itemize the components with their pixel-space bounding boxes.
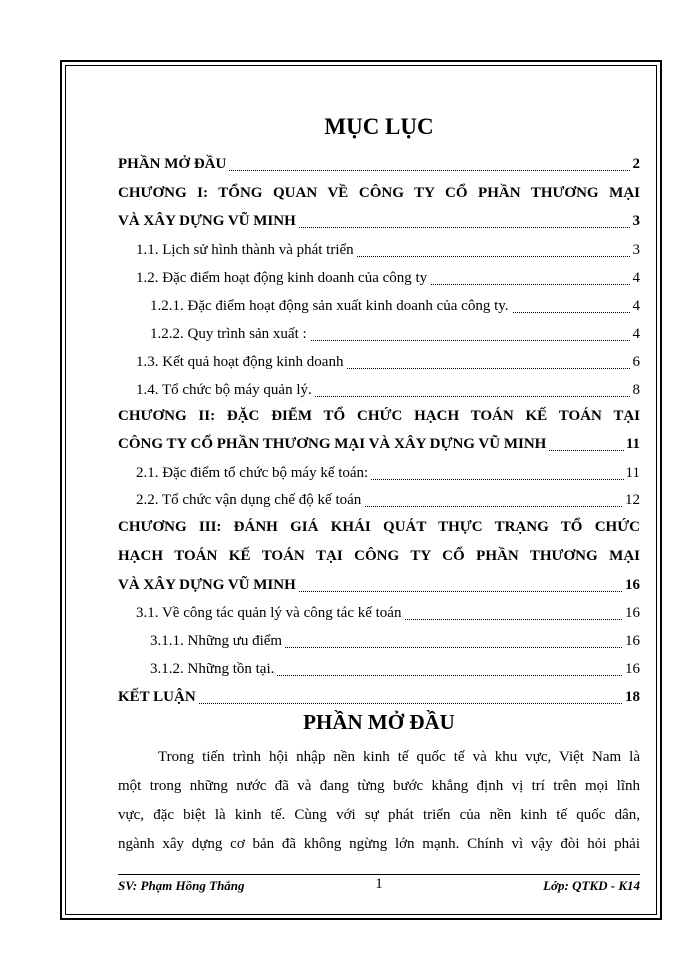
paragraph-line: ngành xây dựng cơ bản đã không ngừng lớn mạnh. Chính vì vậy đòi hỏi phải (118, 836, 640, 852)
toc-entry-page: 16 (625, 633, 640, 649)
toc-entry[interactable] (118, 326, 640, 352)
page-footer (118, 878, 640, 898)
paragraph-line: một trong những nước đã và đang từng bước khẳng định vị trí trên mọi lĩnh (118, 778, 640, 794)
toc-entry-page: 11 (625, 465, 640, 481)
toc-entry-page: 3 (632, 213, 640, 229)
toc-entry-page: 8 (632, 382, 640, 398)
section-heading: PHẦN MỞ ĐẦU (303, 710, 455, 734)
toc-entry[interactable] (118, 605, 640, 631)
toc-entry-page: 6 (632, 354, 640, 370)
toc-entry-label: 2.1. Đặc điểm tổ chức bộ máy kế toán: (136, 465, 371, 482)
toc-chapter-line[interactable]: HẠCH TOÁN KẾ TOÁN TẠI CÔNG TY CỔ PHẦN THƯƠNG MẠI (118, 548, 640, 564)
toc-entry-label: CÔNG TY CỔ PHẦN THƯƠNG MẠI VÀ XÂY DỰNG VŨ MINH (118, 436, 549, 453)
footer-class: Lớp: QTKD - K14 (543, 878, 640, 893)
paragraph-line: vực, đặc biệt là kinh tế. Cùng với sự phát triển của nền kinh tế quốc dân, (118, 807, 640, 823)
page-title: MỤC LỤC (324, 114, 434, 139)
toc-entry[interactable] (118, 270, 640, 296)
toc-entry-label: 1.1. Lịch sử hình thành và phát triển (136, 242, 357, 259)
toc-entry-label: 3.1.2. Những tồn tại. (150, 661, 277, 678)
intro-paragraph (118, 743, 640, 859)
toc-entry-label: 1.2.2. Quy trình sản xuất : (150, 326, 310, 343)
toc-entry-label: 1.2. Đặc điểm hoạt động kinh doanh của công ty (136, 270, 430, 287)
toc-entry[interactable] (118, 633, 640, 659)
toc-entry[interactable] (118, 436, 640, 462)
paragraph-line: Trong tiến trình hội nhập nền kinh tế quốc tế và khu vực, Việt Nam là (158, 749, 640, 765)
toc-entry-page: 16 (625, 661, 640, 677)
toc-entry-label: 2.2. Tổ chức vận dụng chế độ kế toán (136, 492, 364, 509)
toc-entry-label: 3.1. Về công tác quản lý và công tác kế toán (136, 605, 404, 622)
toc-entry[interactable] (118, 354, 640, 380)
toc-entry[interactable] (118, 298, 640, 324)
toc-entry-label: 3.1.1. Những ưu điểm (150, 633, 285, 650)
toc-entry[interactable] (118, 382, 640, 408)
toc-entry-page: 2 (632, 156, 640, 172)
toc-entry-label: VÀ XÂY DỰNG VŨ MINH (118, 577, 299, 594)
toc-chapter-line[interactable]: CHƯƠNG II: ĐẶC ĐIỂM TỔ CHỨC HẠCH TOÁN KẾ TOÁN TẠI (118, 408, 640, 424)
toc-entry-label: VÀ XÂY DỰNG VŨ MINH (118, 213, 299, 230)
toc-entry[interactable] (118, 492, 640, 518)
toc-entry-page: 4 (632, 326, 640, 342)
toc-entry-page: 3 (632, 242, 640, 258)
toc-entry-label: PHẦN MỞ ĐẦU (118, 156, 229, 173)
toc-entry-page: 18 (625, 689, 640, 705)
toc-entry[interactable] (118, 577, 640, 603)
toc-entry-label: KẾT LUẬN (118, 689, 199, 706)
toc-entry[interactable] (118, 465, 640, 491)
toc-entry[interactable] (118, 213, 640, 239)
toc-entry-page: 12 (625, 492, 640, 508)
toc-chapter-line[interactable]: CHƯƠNG I: TỔNG QUAN VỀ CÔNG TY CỔ PHẦN THƯƠNG MẠI (118, 185, 640, 201)
toc-entry-label: 1.2.1. Đặc điểm hoạt động sản xuất kinh doanh của công ty. (150, 298, 512, 315)
toc-chapter-line[interactable]: CHƯƠNG III: ĐÁNH GIÁ KHÁI QUÁT THỰC TRẠNG TỔ CHỨC (118, 519, 640, 535)
toc-entry[interactable] (118, 156, 640, 182)
footer-student-name: SV: Phạm Hồng Thắng (118, 878, 245, 893)
footer-divider (118, 874, 640, 875)
toc-entry-label: 1.3. Kết quả hoạt động kinh doanh (136, 354, 346, 371)
toc-entry[interactable] (118, 661, 640, 687)
footer-page-number: 1 (375, 876, 383, 892)
toc-entry-page: 16 (625, 577, 640, 593)
toc-entry-page: 4 (632, 270, 640, 286)
toc-entry-page: 4 (632, 298, 640, 314)
toc-entry[interactable] (118, 242, 640, 268)
toc-entry-page: 16 (625, 605, 640, 621)
toc-entry-page: 11 (625, 436, 640, 452)
toc-entry-label: 1.4. Tổ chức bộ máy quản lý. (136, 382, 315, 399)
